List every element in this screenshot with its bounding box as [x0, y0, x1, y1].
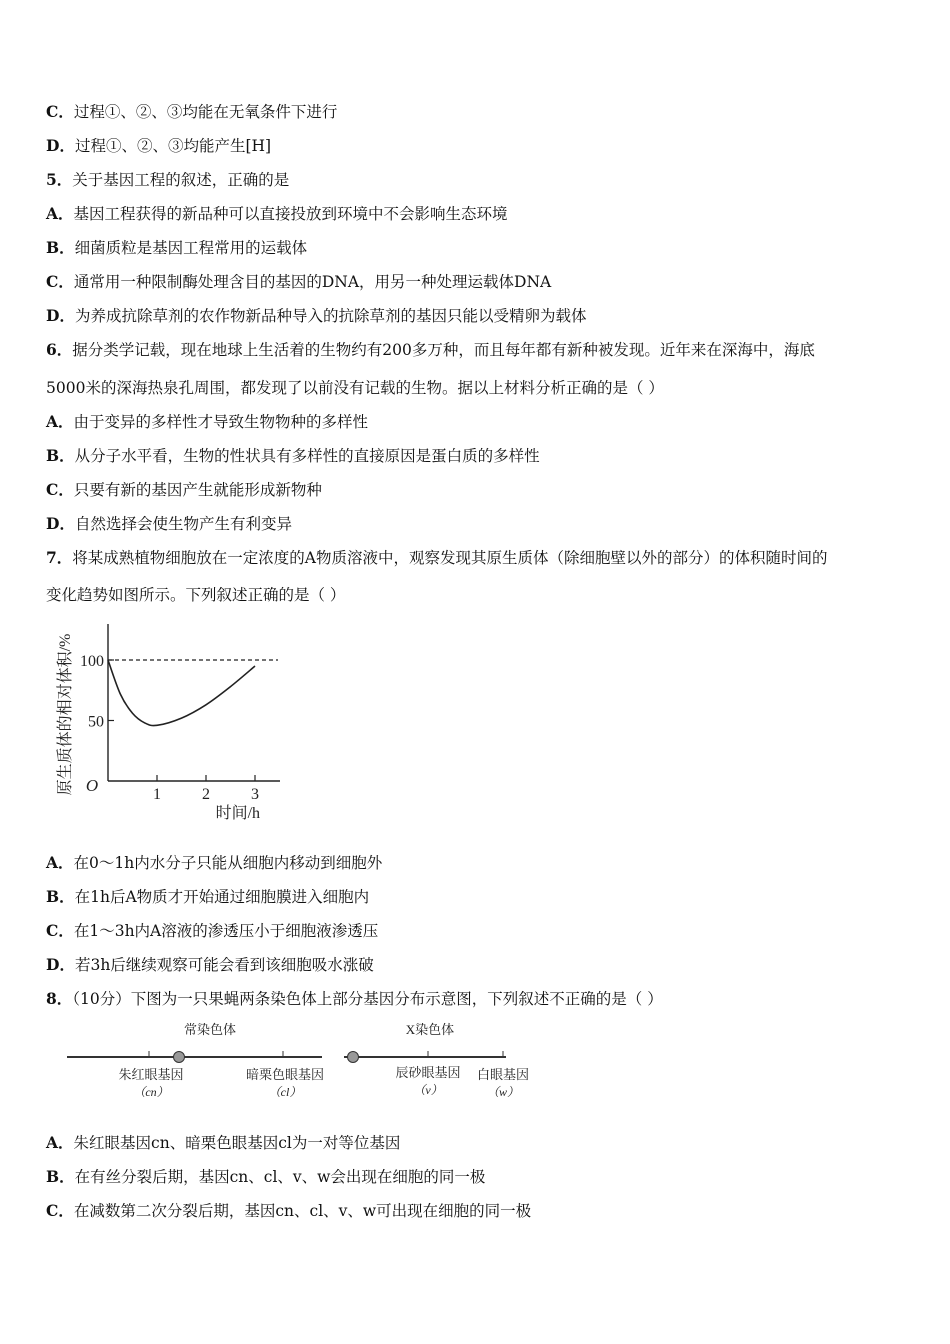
- gene-v-name: 辰砂眼基因: [395, 1065, 461, 1080]
- option-d-q4: D．过程①、②、③均能产生[H]: [46, 136, 272, 155]
- option-c-q4: C．过程①、②、③均能在无氧条件下进行: [46, 102, 338, 121]
- series-line-volume: [108, 660, 255, 726]
- gene-cn-name: 朱红眼基因: [118, 1067, 184, 1082]
- gene-v-symbol: （v）: [413, 1083, 443, 1097]
- option-c-q7: C．在1～3h内A溶液的渗透压小于细胞液渗透压: [46, 921, 379, 940]
- x-tick-label: 3: [251, 786, 259, 803]
- option-a-q5: A．基因工程获得的新品种可以直接投放到环境中不会影响生态环境: [46, 204, 508, 223]
- y-tick-label: 50: [88, 713, 104, 731]
- autosome-centromere: [174, 1052, 185, 1063]
- gene-w-symbol: （w）: [486, 1085, 520, 1099]
- gene-cl-symbol: （cl）: [268, 1085, 302, 1099]
- option-a-q7: A．在0～1h内水分子只能从细胞内移动到细胞外: [46, 853, 383, 872]
- option-b-q5: B．细菌质粒是基因工程常用的运载体: [46, 238, 308, 257]
- y-tick-label: 100: [80, 653, 104, 670]
- question-7-line-2: 变化趋势如图所示。下列叙述正确的是（ ）: [46, 586, 346, 604]
- option-c-q5: C．通常用一种限制酶处理含目的基因的DNA，用另一种处理运载体DNA: [46, 272, 552, 291]
- option-b-q8: B．在有丝分裂后期，基因cn、cl、v、w会出现在细胞的同一极: [46, 1167, 486, 1186]
- question-5: 5．关于基因工程的叙述，正确的是: [46, 170, 290, 189]
- gene-cl-name: 暗栗色眼基因: [245, 1067, 325, 1082]
- chromosome-svg: [60, 1018, 540, 1108]
- option-b-q7: B．在1h后A物质才开始通过细胞膜进入细胞内: [46, 887, 370, 906]
- y-axis-label: 原生质体的相对体积/%: [57, 633, 74, 796]
- question-6-line-2: 5000米的深海热泉孔周围，都发现了以前没有记载的生物。据以上材料分析正确的是（ ）: [46, 379, 664, 397]
- option-d-q6: D．自然选择会使生物产生有利变异: [46, 514, 292, 533]
- x-axis-label: 时间/h: [215, 805, 261, 822]
- option-a-q6: A．由于变异的多样性才导致生物物种的多样性: [46, 412, 369, 431]
- option-d-q7: D．若3h后继续观察可能会看到该细胞吸水涨破: [46, 955, 374, 974]
- option-c-q6: C．只要有新的基因产生就能形成新物种: [46, 480, 322, 499]
- question-6-line-1: 6．据分类学记载，现在地球上生活着的生物约有200多万种，而且每年都有新种被发现。近年来在深海中，海底: [46, 340, 815, 359]
- question-7-line-1: 7．将某成熟植物细胞放在一定浓度的A物质溶液中，观察发现其原生质体（除细胞壁以外的部分）的体积随时间的: [46, 548, 828, 567]
- option-c-q8: C．在减数第二次分裂后期，基因cn、cl、v、w可出现在细胞的同一极: [46, 1201, 532, 1220]
- volume-chart-svg: [50, 618, 300, 828]
- option-d-q5: D．为养成抗除草剂的农作物新品种导入的抗除草剂的基因只能以受精卵为载体: [46, 306, 587, 325]
- autosome-title: 常染色体: [183, 1022, 237, 1037]
- option-b-q6: B．从分子水平看，生物的性状具有多样性的直接原因是蛋白质的多样性: [46, 446, 540, 465]
- x-tick-label: 1: [153, 786, 161, 803]
- option-a-q8: A．朱红眼基因cn、暗栗色眼基因cl为一对等位基因: [46, 1133, 401, 1152]
- x-chromosome-title: X染色体: [405, 1022, 455, 1037]
- x-tick-label: 2: [202, 786, 210, 803]
- origin-label: O: [85, 776, 99, 795]
- x-chromosome-centromere: [348, 1052, 359, 1063]
- volume-chart: [50, 618, 300, 828]
- chromosome-figure: [60, 1018, 540, 1108]
- gene-w-name: 白眼基因: [476, 1067, 530, 1082]
- question-8: 8．（10分）下图为一只果蝇两条染色体上部分基因分布示意图，下列叙述不正确的是（ ）: [46, 989, 663, 1008]
- gene-cn-symbol: （cn）: [133, 1085, 169, 1099]
